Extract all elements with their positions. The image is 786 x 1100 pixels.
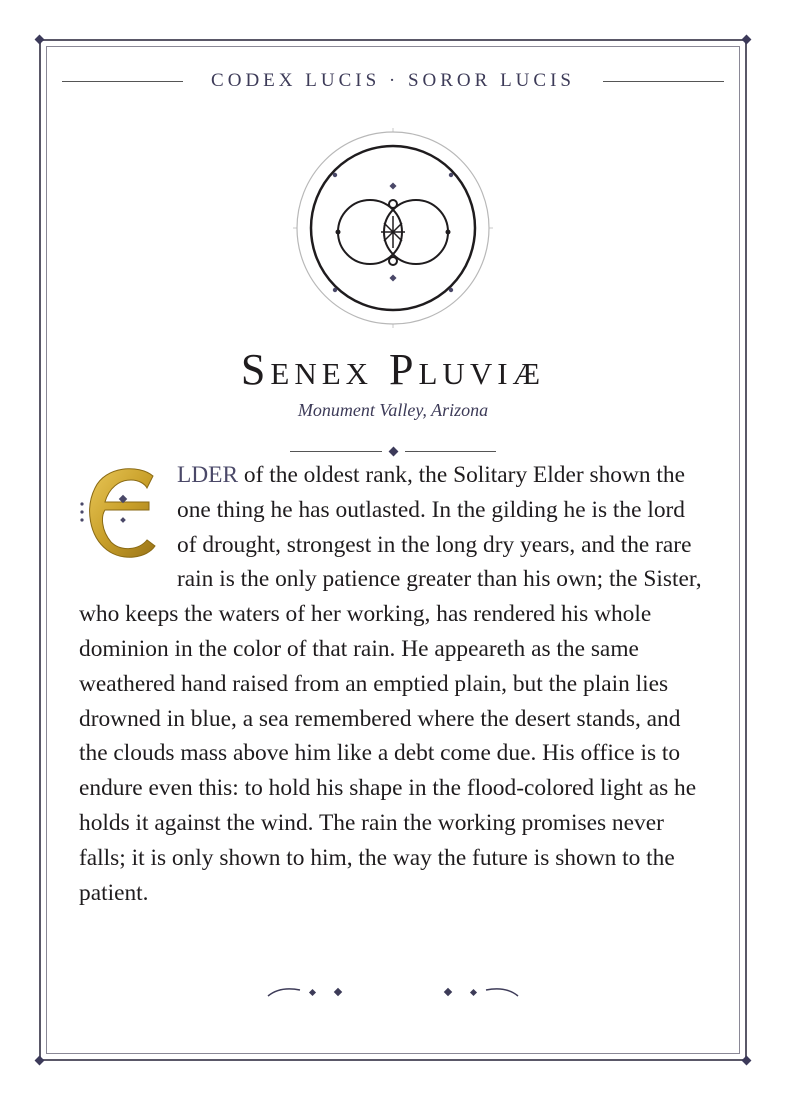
header-rule-right	[603, 81, 724, 82]
corner-diamond-icon	[742, 1056, 752, 1066]
entry-name: Senex Pluviæ	[240, 345, 546, 394]
entry-body	[79, 458, 707, 910]
divider-diamond-icon	[388, 446, 398, 456]
header-rule-left	[62, 81, 183, 82]
gilded-initial-icon	[79, 462, 171, 566]
body-paragraph: of the oldest rank, the Solitary Elder shown the one thing he has outlasted. In the gilding he is the lord of drought, strongest in the long dry years, and the rare rain is the only patience greater than his own; the Sister, who keeps the waters of her working, has rendered his whole dominion in the color of that rain. He appeareth as the same weathered hand raised from an emptied plain, but the plain lies drowned in blue, a sea remembered where the desert stands, and the clouds mass above him like a debt come due. His office is to endure even this: to hold his shape in the flood-colored light as he holds it against the wind. The rain the working promises never falls; it is only shown to him, the way the future is shown to the patient.	[79, 462, 702, 906]
entry-place: Monument Valley, Arizona	[297, 400, 489, 420]
lead-word: LDER	[177, 462, 239, 488]
flourish-ornament-icon	[266, 982, 520, 1004]
page-header	[62, 66, 724, 96]
vesica-sigil-icon	[293, 128, 493, 328]
header-title: CODEX LUCIS · SOROR LUCIS	[211, 70, 575, 91]
title-divider	[290, 446, 496, 456]
